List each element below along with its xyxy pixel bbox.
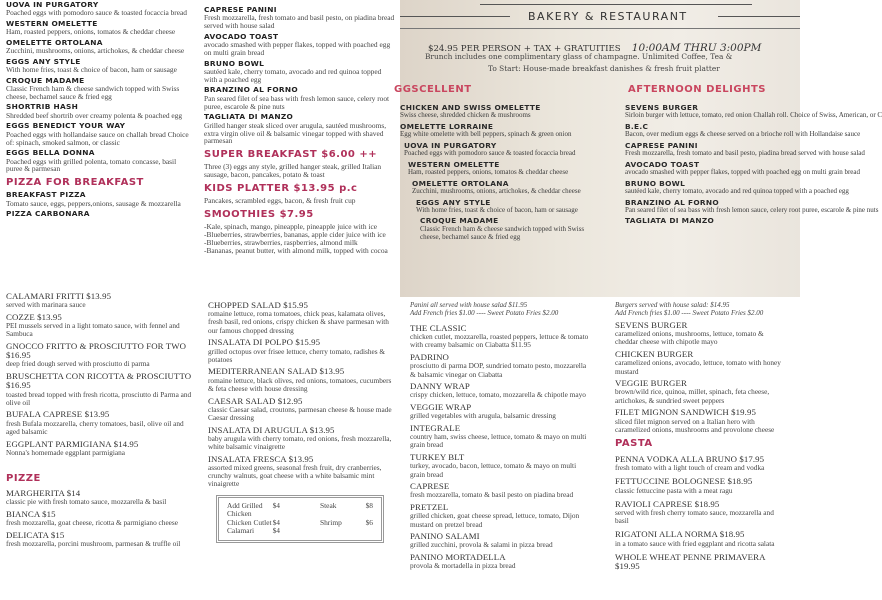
menu-item-description: prosciutto di parma DOP, sundried tomato pesto, mozzarella & balsamic vinegar on Ciabatta xyxy=(410,361,587,379)
menu-item-name: COZZE $13.95 xyxy=(6,311,62,322)
menu-item-name: PENNA VODKA ALLA BRUNO $17.95 xyxy=(615,453,765,464)
menu-item-description: caramelized onions, avocado, lettuce, tomato with honey mustard xyxy=(615,358,781,376)
menu-item xyxy=(6,531,194,548)
menu-item xyxy=(625,103,882,120)
restaurant-title: BAKERY & RESTAURANT xyxy=(528,10,688,23)
menu-item xyxy=(208,367,392,393)
menu-list xyxy=(6,1,194,173)
menu-item-description: Poached eggs with pomodoro sauce & toasted focaccia bread xyxy=(6,8,188,18)
menu-item xyxy=(6,77,194,101)
special-title: SUPER BREAKFAST $6.00 ++ xyxy=(204,149,378,161)
menu-item xyxy=(6,20,194,36)
menu-list xyxy=(204,6,396,145)
menu-item xyxy=(625,217,805,225)
menu-item-description: served with fresh cherry tomato sauce, mozzarella and basil xyxy=(615,507,774,526)
menu-item xyxy=(615,350,788,376)
menu-item-name: WHOLE WHEAT PENNE PRIMAVERA $19.95 xyxy=(615,551,766,571)
divider xyxy=(480,4,752,5)
divider xyxy=(400,16,510,17)
brunch-info: Brunch includes one complimentary glass of champagne. Unlimited Coffee, Tea & xyxy=(425,52,733,61)
add-on-item xyxy=(227,502,280,519)
menu-item-name: CAESAR SALAD $12.95 xyxy=(208,395,303,406)
menu-item-name: PRETZEL xyxy=(410,502,449,513)
menu-item-name: UOVA IN PURGATORY xyxy=(404,140,497,150)
menu-item-description: provola & mortadella in pizza bread xyxy=(410,561,516,571)
menu-item xyxy=(6,313,194,339)
menu-item xyxy=(204,113,396,145)
menu-item-name: CAPRESE PANINI xyxy=(204,5,277,14)
menu-item xyxy=(6,510,194,527)
menu-list xyxy=(615,321,788,434)
menu-item-description: fresh Bufala mozzarella, cherry tomatoes, basil, olive oil and aged balsamic xyxy=(6,418,184,436)
section-title: PIZZE xyxy=(6,472,41,484)
menu-item xyxy=(400,199,605,215)
menu-item-name: BIANCA $15 xyxy=(6,508,56,519)
special-description: Three (3) eggs any style, grilled hanger steak, grilled Italian sausage, bacon, pancakes, potato & toast xyxy=(204,162,382,180)
menu-list xyxy=(400,104,605,244)
menu-item-name: INSALATA DI ARUGULA $13.95 xyxy=(208,424,335,435)
menu-item-description: Pan seared filet of sea bass with fresh lemon sauce, celery root puree, escarole & pine nuts xyxy=(625,205,879,214)
menu-item-description: classic Caesar salad, croutons, parmesan cheese & house made Caesar dressing xyxy=(208,404,392,422)
menu-item-description: Classic French ham & cheese sandwich topped with Swiss cheese, bechamel sauce & fried egg xyxy=(420,224,585,241)
menu-item xyxy=(6,410,194,436)
menu-item-name: VEGGIE BURGER xyxy=(615,378,687,389)
menu-item xyxy=(208,338,392,364)
menu-item xyxy=(400,142,605,158)
menu-item xyxy=(6,440,194,457)
menu-item-name: BRANZINO AL FORNO xyxy=(204,85,298,95)
menu-item-name: INSALATA FRESCA $13.95 xyxy=(208,453,314,464)
add-on-price: $4 xyxy=(272,517,280,527)
smoothie-item: -Bananas, peanut butter, with almond milk, topped with cocoa xyxy=(204,245,388,255)
menu-item-description: assorted mixed greens, seasonal fresh fruit, dry cranberries, crunchy walnuts, goat cheese with a white balsamic mint vinaigrette xyxy=(208,462,382,489)
menu-item xyxy=(410,532,590,549)
menu-item-description: grilled octopus over frisee lettuce, cherry tomato, radishes & potatoes xyxy=(208,346,386,364)
menu-item xyxy=(204,60,396,84)
add-on-price: $4 xyxy=(272,500,280,510)
menu-item xyxy=(615,455,788,472)
menu-item-name: SEVENS BURGER xyxy=(615,320,688,330)
menu-item-name: EGGPLANT PARMIGIANA $14.95 xyxy=(6,438,139,449)
menu-item xyxy=(6,122,194,146)
smoothie-item: -Blueberries, strawberries, bananas, apple cider juice with ice xyxy=(204,230,386,239)
menu-item-description: sautéed kale, cherry tomato, avocado and red quinoa topped with a poached egg xyxy=(625,187,849,196)
menu-item-description: romaine lettuce, roma tomatoes, chick peas, kalamata olives, fresh basil, red onions, crispy chicken & shave parmesan with our famous chopped dressing xyxy=(208,309,389,335)
menu-item-name: MARGHERITA $14 xyxy=(6,487,81,498)
add-on-item xyxy=(320,502,373,519)
menu-item xyxy=(208,455,392,489)
menu-appetizers xyxy=(0,290,200,554)
special-title: KIDS PLATTER $13.95 p.c xyxy=(204,183,358,195)
menu-item-description: grilled zucchini, provola & salami in pizza bread xyxy=(410,540,553,550)
menu-item-description: fresh tomato with a light touch of cream and vodka xyxy=(615,463,765,473)
menu-item xyxy=(410,482,590,499)
menu-item xyxy=(6,103,194,119)
menu-item-description: Zucchini, mushrooms, onions, artichokes, & cheddar cheese xyxy=(6,46,185,56)
menu-item xyxy=(6,58,194,74)
menu-item-name: TAGLIATA DI MANZO xyxy=(625,216,715,226)
menu-item-name: EGGS ANY STYLE xyxy=(6,56,81,66)
menu-item-name: WESTERN OMELETTE xyxy=(408,159,500,169)
menu-item-description: Zucchini, mushrooms, onions, artichokes, & cheddar cheese xyxy=(412,187,581,196)
menu-item-name: GNOCCO FRITTO & PROSCIUTTO FOR TWO $16.95 xyxy=(6,341,187,361)
menu-item xyxy=(204,6,396,30)
spacer xyxy=(280,502,320,519)
menu-item xyxy=(204,33,396,57)
smoothie-item: -Kale, spinach, mango, pineapple, pineapple juice with ice xyxy=(204,222,378,232)
special-description: Pancakes, scrambled eggs, bacon, & fresh fruit cup xyxy=(204,196,356,206)
menu-item xyxy=(6,1,194,17)
menu-item-name: B.E.C xyxy=(625,121,649,131)
menu-item-description: Grilled hanger steak sliced over arugula, sautéed mushrooms, extra virgin olive oil & balsamic vinegar topped with shaved parmesan xyxy=(204,120,387,146)
menu-item xyxy=(615,553,788,571)
menu-item-name: BRUSCHETTA CON RICOTTA & PROSCIUTTO $16.95 xyxy=(6,371,192,391)
menu-item-description: served with marinara sauce xyxy=(6,300,86,310)
menu-item xyxy=(6,191,194,207)
menu-item-name: CHOPPED SALAD $15.95 xyxy=(208,300,308,310)
menu-item-name: CAPRESE PANINI xyxy=(625,140,698,150)
menu-item-name: BRANZINO AL FORNO xyxy=(625,197,719,207)
add-on-name: Steak xyxy=(320,500,337,510)
note: Burgers served with house salad: $14.95 xyxy=(615,301,730,309)
add-on-price: $8 xyxy=(365,500,373,510)
menu-item-name: CROQUE MADAME xyxy=(6,75,85,85)
menu-item-description: Nonna's homemade eggplant parmigiana xyxy=(6,447,126,457)
menu-item xyxy=(208,397,392,423)
add-on-item xyxy=(227,527,280,536)
menu-list xyxy=(410,324,590,571)
price-line: $24.95 PER PERSON + TAX + GRATUITIES xyxy=(428,44,621,54)
menu-item-name: PADRINO xyxy=(410,352,449,363)
menu-item-name: BRUNO BOWL xyxy=(204,58,265,68)
menu-item xyxy=(625,121,861,139)
menu-item xyxy=(6,489,194,506)
menu-item-description: Poached eggs with hollandaise sauce on challah bread Choice of: spinach, smoked salmon, or classic xyxy=(6,129,189,147)
menu-item-description: sliced filet mignon served on a Italian hero with caramelized onions, mushrooms and provolone cheese xyxy=(615,416,775,434)
menu-item-description: classic pie with fresh tomato sauce, mozzarella & basil xyxy=(6,497,167,507)
menu-item-description: With home fries, toast & choice of bacon, ham or sausage xyxy=(416,205,578,214)
menu-item-name: THE CLASSIC xyxy=(410,323,467,333)
menu-item-description: toasted bread topped with fresh ricotta, prosciutto di Parma and olive oil xyxy=(6,389,192,407)
menu-item xyxy=(615,408,788,434)
menu-item-description: Bacon, over medium eggs & cheese served on a brioche roll with Hollandaise sauce xyxy=(625,130,861,139)
menu-breakfast-right xyxy=(200,0,400,261)
menu-burgers-pasta xyxy=(600,298,800,576)
menu-item-description: Ham, roasted peppers, onions, tomatos & cheddar cheese xyxy=(6,27,176,37)
starter-info: To Start: House-made breakfast danishes & fresh fruit platter xyxy=(488,64,720,73)
menu-item xyxy=(615,379,788,405)
spacer xyxy=(280,527,320,536)
menu-item-name: TAGLIATA DI MANZO xyxy=(204,112,294,122)
menu-item-description: fresh mozzarella, porcini mushroom, parmesan & truffle oil xyxy=(6,538,181,548)
menu-item xyxy=(615,530,788,547)
add-on-name: Add Grilled Chicken xyxy=(227,500,263,519)
menu-item-description: caramelized onions, mushrooms, lettuce, tomato & cheddar cheese with chipotle mayo xyxy=(615,329,764,347)
menu-item xyxy=(6,39,194,55)
menu-item-description: turkey, avocado, bacon, lettuce, tomato & mayo on multi grain bread xyxy=(410,461,577,479)
menu-item-description: Poached eggs with pomodoro sauce & toasted focaccia bread xyxy=(404,149,576,158)
add-on-name: Chicken Cutlet xyxy=(227,517,272,527)
menu-item xyxy=(6,149,194,173)
menu-item-name: CHICKEN BURGER xyxy=(615,349,694,360)
menu-item xyxy=(410,403,590,420)
menu-salads xyxy=(200,298,400,546)
menu-item xyxy=(625,178,849,196)
menu-item xyxy=(400,217,605,241)
menu-item-description: Swiss cheese, shredded chicken & mushrooms xyxy=(400,111,531,120)
menu-item-name: PANINO SALAMI xyxy=(410,531,480,542)
menu-item-name: UOVA IN PURGATORY xyxy=(6,0,99,9)
menu-item-description: deep fried dough served with prosciutto di parma xyxy=(6,359,150,369)
menu-item-name: PANINO MORTADELLA xyxy=(410,552,506,563)
menu-item-name: OMELETTE LORRAINE xyxy=(400,121,494,131)
menu-item-name: SHORTRIB HASH xyxy=(6,102,79,112)
menu-item-name: DANNY WRAP xyxy=(410,381,470,392)
add-on-price: $4 xyxy=(272,526,280,536)
menu-item-name: BREAKFAST PIZZA xyxy=(6,190,86,200)
menu-item-description: romaine lettuce, black olives, red onions, tomatoes, cucumbers & feta cheese with house dressing xyxy=(208,375,392,393)
menu-item-description: Sirloin burger with lettuce, tomato, red onion Challah roll. Choice of Swiss, American, or C xyxy=(625,111,882,120)
section-title: GGSCELLENT xyxy=(394,84,472,95)
menu-item-description: Shredded beef shortrib over creamy polenta & poached egg xyxy=(6,110,183,120)
menu-item-description: fresh mozzarella, goat cheese, ricotta & parmigiano cheese xyxy=(6,518,179,528)
menu-item xyxy=(6,292,194,309)
menu-item-description: Classic French ham & cheese sandwich topped with Swiss cheese, bechamel sauce & fried egg xyxy=(6,84,180,101)
menu-item-description: grilled chicken, goat cheese spread, lettuce, tomato, Dijon mustard on pretzel bread xyxy=(410,511,580,529)
menu-item xyxy=(410,553,590,570)
menu-item xyxy=(400,180,605,196)
menu-item-name: CAPRESE xyxy=(410,481,450,492)
menu-item-description: baby arugula with cherry tomato, red onions, fresh mozzarella, white balsamic vinaigrette xyxy=(208,433,392,452)
menu-item-name: EGGS BELLA DONNA xyxy=(6,148,95,158)
menu-item xyxy=(410,453,590,479)
menu-item-name: RAVIOLI CAPRESE $18.95 xyxy=(615,498,720,509)
menu-item-description: Pan seared filet of sea bass with fresh lemon sauce, celery root puree, escarole & pine nuts xyxy=(204,93,390,111)
menu-item-description: fresh mozzarella, tomato & basil pesto on piadina bread xyxy=(410,490,574,500)
menu-item-name: SEVENS BURGER xyxy=(625,103,699,112)
menu-item xyxy=(6,372,194,407)
menu-item-name: INSALATA DI POLPO $15.95 xyxy=(208,337,321,348)
menu-item xyxy=(400,161,605,177)
menu-item-description: avocado smashed with pepper flakes, topped with poached egg on multi grain bread xyxy=(204,40,391,58)
menu-item-description: With home fries, toast & choice of bacon, ham or sausage xyxy=(6,65,177,75)
section-title: AFTERNOON DELIGHTS xyxy=(628,84,766,95)
menu-item-description: crispy chicken, lettuce, tomato, mozzarella & chipotle mayo xyxy=(410,390,586,400)
note: Add French fries $1.00 ---- Sweet Potato Fries $2.00 xyxy=(615,309,764,317)
menu-item xyxy=(400,104,605,120)
menu-item-name: AVOCADO TOAST xyxy=(204,31,279,41)
smoothies-title: SMOOTHIES $7.95 xyxy=(204,209,314,221)
menu-list xyxy=(6,292,194,457)
spacer xyxy=(280,519,320,528)
add-on-item xyxy=(320,519,373,528)
menu-item-name: EGGS BENEDICT YOUR WAY xyxy=(6,121,126,131)
menu-item-description: Egg white omelette with bell peppers, spinach & green onion xyxy=(400,130,572,139)
menu-item-description: PEI mussels served in a light tomato sauce, with fennel and Sambuca xyxy=(6,321,180,339)
menu-item xyxy=(410,424,590,450)
menu-item xyxy=(615,477,788,494)
menu-item xyxy=(625,140,865,158)
add-ons-box xyxy=(216,495,384,543)
menu-item-name: OMELETTE ORTOLANA xyxy=(412,178,509,188)
menu-item-name: BUFALA CAPRESE $13.95 xyxy=(6,409,110,420)
menu-item-description: brown/wild rice, quinoa, millet, spinach, feta cheese, artichokes, & sundried sweet peppers xyxy=(615,387,770,405)
menu-item xyxy=(6,342,194,369)
divider xyxy=(718,16,800,17)
menu-list xyxy=(615,455,788,571)
menu-list xyxy=(6,191,194,218)
menu-item xyxy=(204,86,396,110)
menu-item xyxy=(6,210,194,218)
menu-item-description: Poached eggs with grilled polenta, tomato concasse, basil puree & parmesan xyxy=(6,156,177,174)
note: Panini all served with house salad $11.95 xyxy=(410,301,528,309)
menu-item-name: WESTERN OMELETTE xyxy=(6,18,98,28)
menu-panini xyxy=(400,298,600,577)
menu-item-description: avocado smashed with pepper flakes, topped with poached egg on multi grain bread xyxy=(625,168,861,177)
menu-item xyxy=(615,500,788,526)
menu-breakfast-left xyxy=(0,0,200,222)
menu-item-description: in a tomato sauce with fried eggplant and ricotta salata xyxy=(615,538,775,548)
smoothie-item: -Blueberries, strawberries, raspberries, almond milk xyxy=(204,237,358,247)
menu-item xyxy=(410,353,590,379)
menu-item-name: CHICKEN AND SWISS OMELETTE xyxy=(400,103,541,112)
menu-item-description: Tomato sauce, eggs, peppers,onions, sausage & mozzarella xyxy=(6,198,181,208)
hours: 10:00AM THRU 3:00PM xyxy=(631,42,762,54)
menu-item-name: RIGATONI ALLA NORMA $18.95 xyxy=(615,529,745,540)
menu-item xyxy=(615,321,788,347)
section-title: PIZZA FOR BREAKFAST xyxy=(6,177,144,189)
menu-item xyxy=(625,197,879,215)
menu-item-name: CALAMARI FRITTI $13.95 xyxy=(6,291,112,301)
menu-item-name: MEDITERRANEAN SALAD $13.95 xyxy=(208,366,345,377)
menu-item-description: sautéed kale, cherry tomato, avocado and red quinoa topped with a poached egg xyxy=(204,67,382,84)
menu-item xyxy=(410,503,590,529)
menu-item-description: Fresh mozzarella, fresh tomato and basil pesto, piadina bread served with house salad xyxy=(625,149,865,158)
menu-item xyxy=(625,159,861,177)
divider xyxy=(400,28,800,29)
menu-item-description: country ham, swiss cheese, lettuce, tomato & mayo on multi grain bread xyxy=(410,432,587,450)
section-title: PASTA xyxy=(615,437,653,449)
menu-item xyxy=(208,301,392,335)
menu-item-name: DELICATA $15 xyxy=(6,529,65,540)
add-on-price: $6 xyxy=(365,517,373,527)
add-on-name: Calamari xyxy=(227,526,255,536)
menu-item-description: Ham, roasted peppers, onions, tomatos & cheddar cheese xyxy=(408,168,569,177)
menu-item xyxy=(208,426,392,452)
menu-item-name: OMELETTE ORTOLANA xyxy=(6,37,103,47)
menu-item-description: grilled vegetables with arugula, balsamic dressing xyxy=(410,411,556,421)
menu-item-description: chicken cutlet, mozzarella, roasted peppers, lettuce & tomato with creamy balsamic on Ciabatta $11.95 xyxy=(410,332,589,350)
menu-item-name: EGGS ANY STYLE xyxy=(416,197,491,207)
menu-item-name: PIZZA CARBONARA xyxy=(6,209,90,219)
menu-item-name: FILET MIGNON SANDWICH $19.95 xyxy=(615,407,756,418)
menu-item xyxy=(400,123,605,139)
menu-list xyxy=(6,489,194,548)
add-on-item xyxy=(320,527,373,536)
add-on-name: Shrimp xyxy=(320,517,342,527)
menu-item-name: FETTUCCINE BOLOGNESE $18.95 xyxy=(615,476,753,487)
menu-item-name: INTEGRALE xyxy=(410,423,461,434)
menu-item-description: Fresh mozzarella, fresh tomato and basil pesto, on piadina bread served with house salad xyxy=(204,13,395,31)
menu-item-name: AVOCADO TOAST xyxy=(625,159,700,169)
menu-item xyxy=(410,324,590,350)
menu-photo xyxy=(394,0,882,297)
note: Add French fries $1.00 ---- Sweet Potato Fries $2.00 xyxy=(410,309,559,317)
menu-item-name: BRUNO BOWL xyxy=(625,178,686,188)
menu-item-description: classic fettuccine pasta with a meat ragu xyxy=(615,485,733,495)
menu-list xyxy=(208,301,392,489)
menu-item-name: TURKEY BLT xyxy=(410,452,465,463)
menu-item-name: VEGGIE WRAP xyxy=(410,402,472,413)
menu-item xyxy=(410,382,590,399)
menu-list xyxy=(625,103,882,228)
menu-item-name: CROQUE MADAME xyxy=(420,216,499,226)
